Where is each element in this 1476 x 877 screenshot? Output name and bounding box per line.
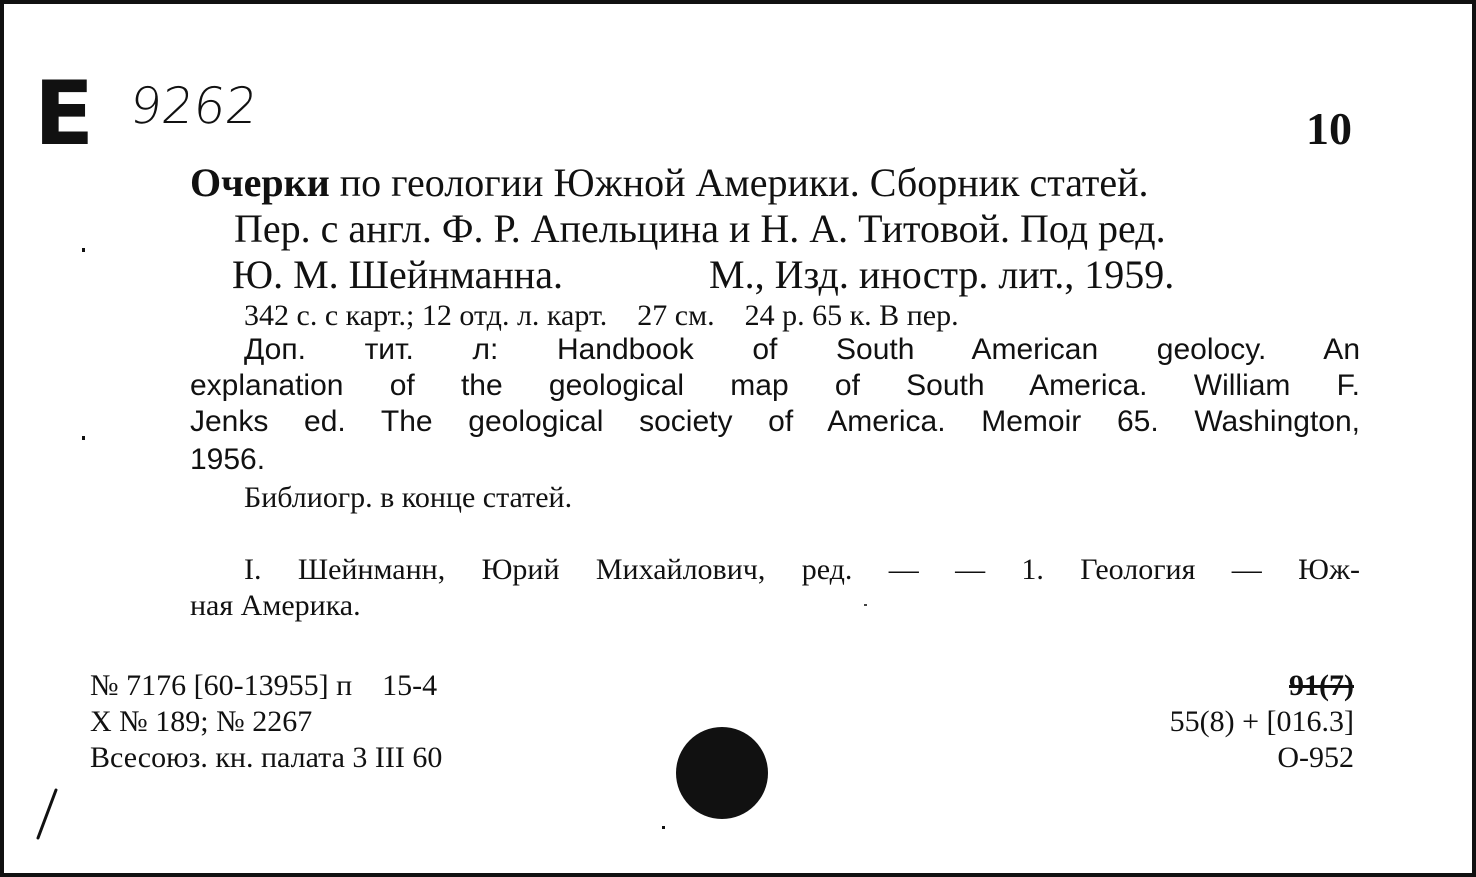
bottom-left-line-2: X № 189; № 2267 (90, 705, 313, 738)
card-number: 10 (1306, 103, 1352, 154)
added-title-line-3-text: Jenks ed. The geological society of America. Memoir 65. Washington, (190, 405, 1360, 438)
added-title-line-4: 1956. (190, 443, 266, 476)
added-title-line-3 (190, 404, 1360, 440)
call-mark-number: 9262 (126, 77, 261, 135)
bottom-left-line-3: Всесоюз. кн. палата 3 III 60 (90, 741, 443, 774)
speck (864, 604, 867, 606)
bibliography-note: Библиогр. в конце статей. (244, 481, 573, 514)
author-mark: О-952 (1277, 741, 1354, 774)
title-line-1-rest: по геологии Южной Америки. Сборник статей. (329, 160, 1149, 205)
tracings-line-1-text: I. Шейнманн, Юрий Михайлович, ред. — — 1. Геология — Юж- (244, 553, 1360, 586)
title-line-3-right: М., Изд. иностр. лит., 1959. (709, 252, 1175, 297)
added-title-line-1 (244, 332, 1360, 368)
tracings-line-2: ная Америка. (190, 589, 361, 622)
collation-line: 342 с. с карт.; 12 отд. л. карт. 27 см. 24 р. 65 к. В пер. (244, 299, 959, 332)
bottom-left-line-1: № 7176 [60-13955] п 15-4 (90, 669, 438, 702)
added-title-line-2 (190, 368, 1360, 404)
pencil-slash-mark (32, 786, 62, 842)
speck (82, 436, 85, 440)
title-line-3-left: Ю. М. Шейнманна. (232, 252, 563, 297)
title-line-1 (190, 158, 1360, 208)
bottom-right-block (1170, 668, 1354, 776)
speck (662, 826, 665, 829)
speck (82, 248, 85, 252)
classification-number: 55(8) + [016.3] (1169, 705, 1354, 738)
call-mark-letter: E (34, 62, 95, 165)
title-line-2: Пер. с англ. Ф. Р. Апельцина и Н. А. Титовой. Под ред. (234, 206, 1166, 251)
struck-class-number: 91(7) (1289, 669, 1354, 702)
punch-hole (676, 727, 768, 819)
tracings-line-1 (244, 552, 1360, 588)
title-bold-word: Очерки (190, 160, 330, 205)
added-title-line-2-text: explanation of the geological map of South America. William F. (190, 369, 1360, 402)
added-title-line-1-text: Доп. тит. л: Handbook of South American geolocy. An (244, 333, 1360, 366)
